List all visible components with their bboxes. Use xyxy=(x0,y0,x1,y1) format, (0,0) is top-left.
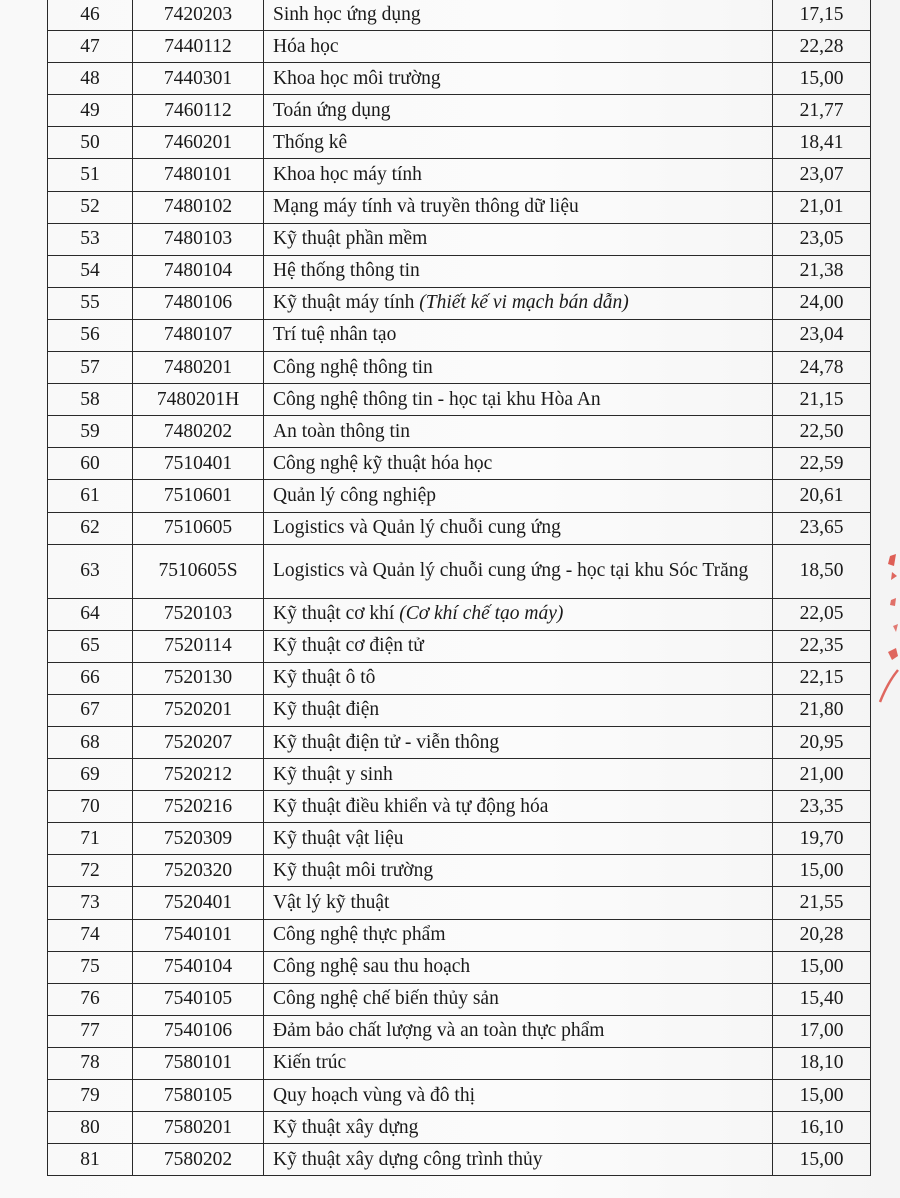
admission-score: 22,28 xyxy=(773,31,871,63)
major-name-cell xyxy=(264,983,773,1015)
major-code: 7580101 xyxy=(133,1047,264,1079)
table-row xyxy=(48,384,871,416)
major-name-cell xyxy=(264,95,773,127)
admission-score: 15,00 xyxy=(773,1144,871,1176)
admission-score: 21,77 xyxy=(773,95,871,127)
major-name: Kỹ thuật vật liệu xyxy=(273,827,404,849)
row-number: 68 xyxy=(48,726,133,758)
major-name: Kỹ thuật phần mềm xyxy=(273,228,428,250)
table-row xyxy=(48,694,871,726)
major-name-cell xyxy=(264,1047,773,1079)
row-number: 76 xyxy=(48,983,133,1015)
major-name-cell xyxy=(264,287,773,319)
admission-score: 18,50 xyxy=(773,544,871,598)
table-row xyxy=(48,630,871,662)
row-number: 65 xyxy=(48,630,133,662)
major-name: Trí tuệ nhân tạo xyxy=(273,324,397,346)
major-name-cell xyxy=(264,662,773,694)
major-note: (Cơ khí chế tạo máy) xyxy=(399,603,564,625)
table-row xyxy=(48,951,871,983)
row-number: 57 xyxy=(48,352,133,384)
major-name-cell xyxy=(264,919,773,951)
table-row xyxy=(48,63,871,95)
major-code: 7480102 xyxy=(133,191,264,223)
admission-score: 15,00 xyxy=(773,951,871,983)
major-name-cell xyxy=(264,951,773,983)
admission-score: 16,10 xyxy=(773,1112,871,1144)
major-name-cell xyxy=(264,0,773,31)
major-code: 7580202 xyxy=(133,1144,264,1176)
major-name: Kỹ thuật ô tô xyxy=(273,667,376,689)
major-name: Logistics và Quản lý chuỗi cung ứng - học tại khu Sóc Trăng xyxy=(273,560,749,582)
major-name-cell xyxy=(264,31,773,63)
admission-score: 22,15 xyxy=(773,662,871,694)
major-name: Công nghệ thông tin - học tại khu Hòa An xyxy=(273,388,601,410)
major-code: 7460112 xyxy=(133,95,264,127)
table-row xyxy=(48,1112,871,1144)
admission-score: 22,35 xyxy=(773,630,871,662)
admission-score: 23,35 xyxy=(773,791,871,823)
admission-score: 20,95 xyxy=(773,726,871,758)
major-code: 7480201 xyxy=(133,352,264,384)
table-row xyxy=(48,791,871,823)
major-name-cell xyxy=(264,319,773,351)
table-row xyxy=(48,1080,871,1112)
row-number: 64 xyxy=(48,598,133,630)
major-name-cell xyxy=(264,127,773,159)
admission-score: 15,00 xyxy=(773,855,871,887)
row-number: 56 xyxy=(48,319,133,351)
major-name-cell xyxy=(264,855,773,887)
row-number: 73 xyxy=(48,887,133,919)
major-name-cell xyxy=(264,759,773,791)
admission-score: 17,00 xyxy=(773,1015,871,1047)
table-row xyxy=(48,159,871,191)
admission-score: 23,05 xyxy=(773,223,871,255)
major-name-cell xyxy=(264,630,773,662)
table-row xyxy=(48,287,871,319)
row-number: 47 xyxy=(48,31,133,63)
row-number: 54 xyxy=(48,255,133,287)
row-number: 78 xyxy=(48,1047,133,1079)
row-number: 50 xyxy=(48,127,133,159)
major-name: Khoa học máy tính xyxy=(273,164,422,186)
major-code: 7520130 xyxy=(133,662,264,694)
table-row xyxy=(48,598,871,630)
major-name: Khoa học môi trường xyxy=(273,67,441,89)
row-number: 61 xyxy=(48,480,133,512)
admission-score: 18,41 xyxy=(773,127,871,159)
major-name-cell xyxy=(264,791,773,823)
major-name-cell xyxy=(264,823,773,855)
row-number: 66 xyxy=(48,662,133,694)
admission-score: 23,65 xyxy=(773,512,871,544)
major-name-cell xyxy=(264,887,773,919)
row-number: 60 xyxy=(48,448,133,480)
row-number: 52 xyxy=(48,191,133,223)
major-name-cell xyxy=(264,352,773,384)
row-number: 69 xyxy=(48,759,133,791)
major-code: 7520401 xyxy=(133,887,264,919)
major-name: Kỹ thuật điện tử - viễn thông xyxy=(273,731,500,753)
major-name: Kiến trúc xyxy=(273,1052,347,1074)
admission-score: 15,00 xyxy=(773,1080,871,1112)
table-row xyxy=(48,448,871,480)
row-number: 51 xyxy=(48,159,133,191)
major-name-cell xyxy=(264,159,773,191)
major-code: 7440112 xyxy=(133,31,264,63)
admission-score-table xyxy=(47,0,871,1176)
table-row xyxy=(48,255,871,287)
major-name: Công nghệ kỹ thuật hóa học xyxy=(273,452,493,474)
row-number: 70 xyxy=(48,791,133,823)
table-row xyxy=(48,127,871,159)
table-row xyxy=(48,544,871,598)
table-row xyxy=(48,1015,871,1047)
major-code: 7540104 xyxy=(133,951,264,983)
major-name-cell xyxy=(264,1080,773,1112)
table-row xyxy=(48,512,871,544)
table-body xyxy=(48,0,871,1176)
major-name-cell xyxy=(264,544,773,598)
table-row xyxy=(48,319,871,351)
table-row xyxy=(48,887,871,919)
major-code: 7480202 xyxy=(133,416,264,448)
table-row xyxy=(48,983,871,1015)
row-number: 63 xyxy=(48,544,133,598)
admission-score: 22,59 xyxy=(773,448,871,480)
major-code: 7580201 xyxy=(133,1112,264,1144)
major-name-cell xyxy=(264,1112,773,1144)
major-name: Hệ thống thông tin xyxy=(273,260,420,282)
major-code: 7540106 xyxy=(133,1015,264,1047)
admission-score: 21,80 xyxy=(773,694,871,726)
major-code: 7520212 xyxy=(133,759,264,791)
major-name-cell xyxy=(264,223,773,255)
major-name: Logistics và Quản lý chuỗi cung ứng xyxy=(273,517,561,539)
major-code: 7510605 xyxy=(133,512,264,544)
major-name: Mạng máy tính và truyền thông dữ liệu xyxy=(273,196,579,218)
row-number: 81 xyxy=(48,1144,133,1176)
admission-score: 24,00 xyxy=(773,287,871,319)
major-name: Quản lý công nghiệp xyxy=(273,484,437,506)
major-name-cell xyxy=(264,598,773,630)
row-number: 79 xyxy=(48,1080,133,1112)
table-row xyxy=(48,1144,871,1176)
major-name-cell xyxy=(264,191,773,223)
row-number: 46 xyxy=(48,0,133,31)
major-code: 7460201 xyxy=(133,127,264,159)
row-number: 48 xyxy=(48,63,133,95)
major-name-cell xyxy=(264,726,773,758)
table-row xyxy=(48,416,871,448)
table-row xyxy=(48,823,871,855)
row-number: 58 xyxy=(48,384,133,416)
major-name: Kỹ thuật máy tính xyxy=(273,292,420,314)
major-name: Kỹ thuật y sinh xyxy=(273,763,393,785)
row-number: 53 xyxy=(48,223,133,255)
admission-score: 17,15 xyxy=(773,0,871,31)
major-name: Kỹ thuật cơ khí xyxy=(273,603,400,625)
table-row xyxy=(48,919,871,951)
major-name-cell xyxy=(264,448,773,480)
table-row xyxy=(48,31,871,63)
major-name: Thống kê xyxy=(273,131,348,153)
admission-score: 24,78 xyxy=(773,352,871,384)
major-name-cell xyxy=(264,480,773,512)
admission-score: 15,40 xyxy=(773,983,871,1015)
admission-score: 18,10 xyxy=(773,1047,871,1079)
major-name: Kỹ thuật điều khiển và tự động hóa xyxy=(273,795,549,817)
red-stamp-fragment xyxy=(874,552,900,712)
table-row xyxy=(48,855,871,887)
table-row xyxy=(48,480,871,512)
major-name: Sinh học ứng dụng xyxy=(273,3,421,25)
major-name: Kỹ thuật xây dựng công trình thủy xyxy=(273,1148,543,1170)
major-code: 7520114 xyxy=(133,630,264,662)
row-number: 75 xyxy=(48,951,133,983)
major-name-cell xyxy=(264,694,773,726)
major-name: Quy hoạch vùng và đô thị xyxy=(273,1084,476,1106)
major-code: 7520201 xyxy=(133,694,264,726)
table-row xyxy=(48,191,871,223)
major-code: 7520103 xyxy=(133,598,264,630)
major-name: Kỹ thuật môi trường xyxy=(273,859,434,881)
row-number: 80 xyxy=(48,1112,133,1144)
major-code: 7480107 xyxy=(133,319,264,351)
major-name: Công nghệ thông tin xyxy=(273,356,433,378)
major-name: Công nghệ thực phẩm xyxy=(273,924,446,946)
row-number: 49 xyxy=(48,95,133,127)
major-name-cell xyxy=(264,1144,773,1176)
table-row xyxy=(48,0,871,31)
major-name: An toàn thông tin xyxy=(273,420,411,442)
row-number: 77 xyxy=(48,1015,133,1047)
major-code: 7520216 xyxy=(133,791,264,823)
major-code: 7480106 xyxy=(133,287,264,319)
major-name: Hóa học xyxy=(273,35,339,57)
admission-score: 19,70 xyxy=(773,823,871,855)
admission-score: 20,28 xyxy=(773,919,871,951)
major-code: 7510401 xyxy=(133,448,264,480)
major-code: 7510605S xyxy=(133,544,264,598)
major-code: 7540101 xyxy=(133,919,264,951)
major-code: 7520207 xyxy=(133,726,264,758)
major-name: Kỹ thuật xây dựng xyxy=(273,1116,419,1138)
admission-score: 20,61 xyxy=(773,480,871,512)
major-name: Vật lý kỹ thuật xyxy=(273,891,390,913)
admission-score: 15,00 xyxy=(773,63,871,95)
major-name-cell xyxy=(264,1015,773,1047)
major-name: Công nghệ sau thu hoạch xyxy=(273,956,471,978)
row-number: 74 xyxy=(48,919,133,951)
table-row xyxy=(48,759,871,791)
major-name: Công nghệ chế biến thủy sản xyxy=(273,988,499,1010)
row-number: 59 xyxy=(48,416,133,448)
major-code: 7510601 xyxy=(133,480,264,512)
admission-score: 21,00 xyxy=(773,759,871,791)
admission-score: 23,04 xyxy=(773,319,871,351)
table-row xyxy=(48,1047,871,1079)
major-name: Kỹ thuật điện xyxy=(273,699,380,721)
major-name: Kỹ thuật cơ điện tử xyxy=(273,635,424,657)
admission-score: 21,01 xyxy=(773,191,871,223)
major-name: Đảm bảo chất lượng và an toàn thực phẩm xyxy=(273,1020,605,1042)
major-code: 7440301 xyxy=(133,63,264,95)
major-code: 7480104 xyxy=(133,255,264,287)
major-code: 7520309 xyxy=(133,823,264,855)
major-note: (Thiết kế vi mạch bán dẫn) xyxy=(419,292,629,314)
table-row xyxy=(48,662,871,694)
major-name-cell xyxy=(264,63,773,95)
table-row xyxy=(48,95,871,127)
major-code: 7540105 xyxy=(133,983,264,1015)
row-number: 55 xyxy=(48,287,133,319)
major-code: 7480201H xyxy=(133,384,264,416)
major-name-cell xyxy=(264,384,773,416)
major-code: 7420203 xyxy=(133,0,264,31)
major-name-cell xyxy=(264,512,773,544)
row-number: 67 xyxy=(48,694,133,726)
major-name-cell xyxy=(264,416,773,448)
table-row xyxy=(48,352,871,384)
admission-score: 21,38 xyxy=(773,255,871,287)
admission-score: 21,55 xyxy=(773,887,871,919)
major-code: 7520320 xyxy=(133,855,264,887)
major-code: 7580105 xyxy=(133,1080,264,1112)
row-number: 72 xyxy=(48,855,133,887)
admission-score: 23,07 xyxy=(773,159,871,191)
table-row xyxy=(48,223,871,255)
row-number: 71 xyxy=(48,823,133,855)
table-row xyxy=(48,726,871,758)
major-name: Toán ứng dụng xyxy=(273,99,391,121)
admission-score: 21,15 xyxy=(773,384,871,416)
major-code: 7480101 xyxy=(133,159,264,191)
major-name-cell xyxy=(264,255,773,287)
row-number: 62 xyxy=(48,512,133,544)
admission-score: 22,05 xyxy=(773,598,871,630)
major-code: 7480103 xyxy=(133,223,264,255)
admission-score: 22,50 xyxy=(773,416,871,448)
